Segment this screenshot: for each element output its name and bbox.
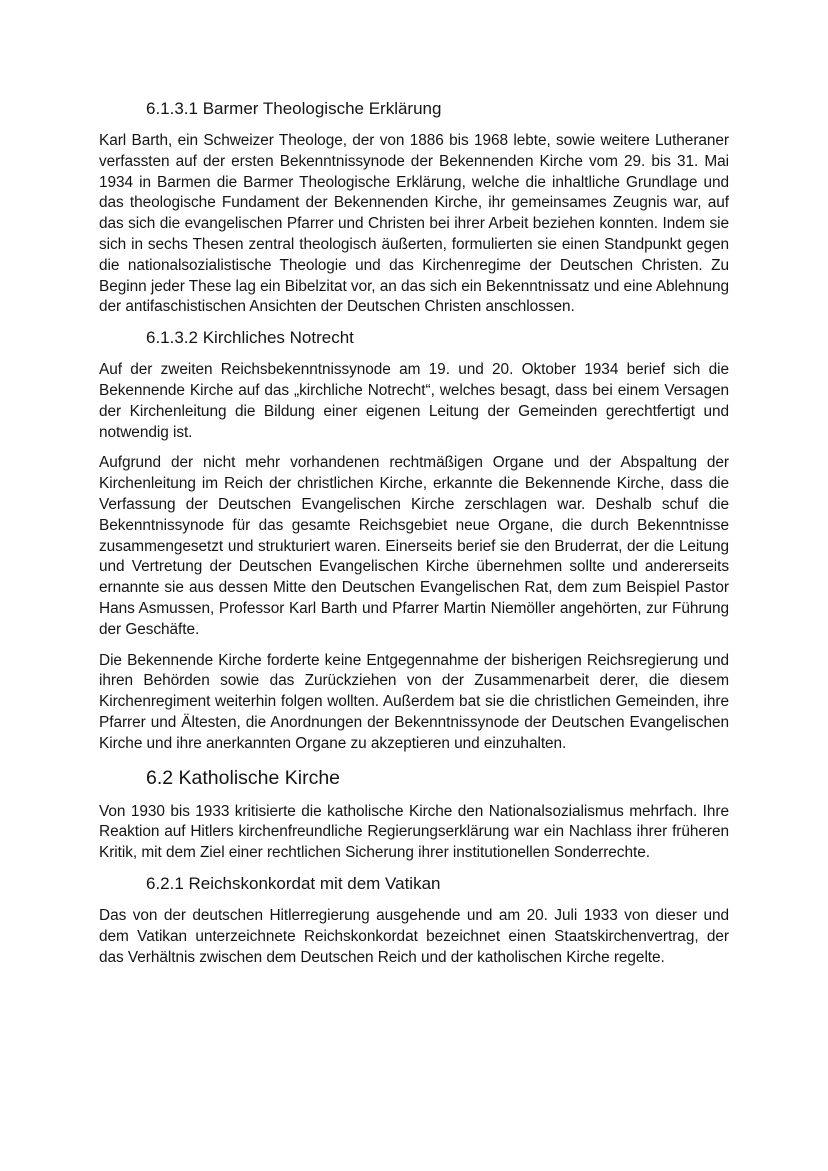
paragraph-barmer-erklaerung: Karl Barth, ein Schweizer Theologe, der von 1886 bis 1968 lebte, sowie weitere Lutheraner verfassten auf der ersten Bekenntnissynode der Bekennenden Kirche vom 29. bis 31. Mai 1934 in Barmen die Barmer Theologische Erklärung, welche die inhaltliche Grundlage und das theologische Fundament der Bekennenden Kirche, ihr gemeinsames Zeugnis war, auf das sich die evangelischen Pfarrer und Christen bei ihrer Arbeit beziehen konnten. Indem sie sich in sechs Thesen zentral theologisch äußerten, formulierten sie einen Standpunkt gegen die nationalsozialistische Theologie und das Kirchenregime der Deutschen Christen. Zu Beginn jeder These lag ein Bibelzitat vor, an das sich ein Bekenntnissatz und eine Ablehnung der antifaschistischen Ansichten der Deutschen Christen anschlossen. <box>99 132 729 316</box>
document-page <box>99 98 729 968</box>
paragraph-notrecht-2: Aufgrund der nicht mehr vorhandenen rechtmäßigen Organe und der Abspaltung der Kirchenleitung im Reich der christlichen Kirche, erkannte die Bekennende Kirche, dass die Verfassung der Deutschen Evangelischen Kirche zerschlagen war. Deshalb schuf die Bekenntnissynode für das gesamte Reichsgebiet neue Organe, die durch Bekenntnisse zusammengesetzt und strukturiert waren. Einerseits berief sie den Bruderrat, der die Leitung und Vertretung der Deutschen Evangelischen Kirche übernehmen sollte und andererseits ernannte sie aus dessen Mitte den Deutschen Evangelischen Rat, dem zum Beispiel Pastor Hans Asmussen, Professor Karl Barth und Pfarrer Martin Niemöller angehörten, zur Führung der Geschäfte. <box>99 454 729 638</box>
paragraph-katholische-kirche: Von 1930 bis 1933 kritisierte die katholische Kirche den Nationalsozialismus mehrfach. Ihre Reaktion auf Hitlers kirchenfreundliche Regierungserklärung war ein Nachlass ihrer früheren Kritik, mit dem Ziel einer rechtlichen Sicherung ihrer institutionellen Sonderrechte. <box>99 802 729 862</box>
section-heading-6-1-3-2: 6.1.3.2 Kirchliches Notrecht <box>146 328 354 348</box>
paragraph-notrecht-1: Auf der zweiten Reichsbekenntnissynode am 19. und 20. Oktober 1934 berief sich die Bekennende Kirche auf das „kirchliche Notrecht“, welches besagt, dass bei einem Versagen der Kirchenleitung die Bildung einer eigenen Leitung der Gemeinden gerechtfertigt und notwendig ist. <box>99 361 729 441</box>
paragraph-reichskonkordat: Das von der deutschen Hitlerregierung ausgehende und am 20. Juli 1933 von dieser und dem Vatikan unterzeichnete Reichskonkordat bezeichnet einen Staatskirchenvertrag, der das Verhältnis zwischen dem Deutschen Reich und der katholischen Kirche regelte. <box>99 906 729 966</box>
section-heading-6-1-3-1: 6.1.3.1 Barmer Theologische Erklärung <box>146 99 442 118</box>
paragraph-notrecht-3: Die Bekennende Kirche forderte keine Entgegennahme der bisherigen Reichsregierung und ihren Behörden sowie das Zurückziehen von der Zusammenarbeit derer, die diesem Kirchenregiment weiterhin folgen wollten. Außerdem bat sie die christlichen Gemeinden, ihre Pfarrer und Ältesten, die Anordnungen der Bekenntnissynode der Deutschen Evangelischen Kirche und ihre anerkannten Organe zu akzeptieren und einzuhalten. <box>99 651 729 752</box>
section-heading-6-2: 6.2 Katholische Kirche <box>146 766 341 789</box>
section-heading-6-2-1: 6.2.1 Reichskonkordat mit dem Vatikan <box>146 873 441 893</box>
